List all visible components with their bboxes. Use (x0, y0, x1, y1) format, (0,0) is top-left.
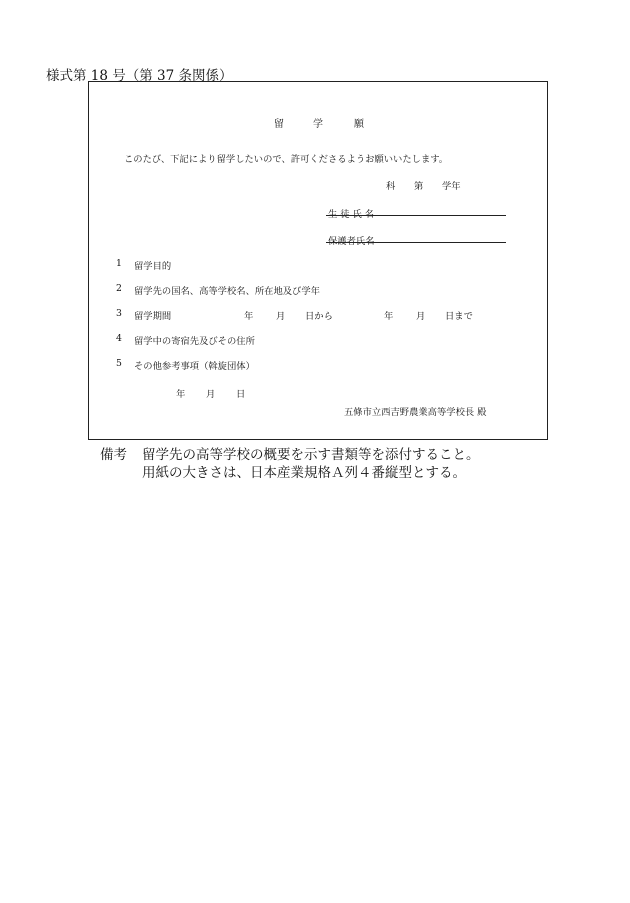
request-sentence: このたび、下記により留学したいので、許可くださるようお願いいたします。 (124, 154, 449, 165)
period-start-year: 年 (244, 311, 254, 322)
date-year: 年 (176, 389, 186, 400)
item-other-notes: その他参考事項（斡旋団体） (134, 361, 255, 372)
item-number: 2 (116, 283, 122, 294)
item-number: 3 (116, 308, 122, 319)
period-start-day: 日から (305, 311, 333, 322)
form-title-char: 学 (313, 119, 323, 130)
date-month: 月 (206, 389, 216, 400)
student-name-label: 生 徒 氏 名 (328, 209, 375, 220)
item-purpose: 留学目的 (134, 261, 172, 272)
guardian-name-label: 保護者氏名 (328, 236, 375, 247)
period-end-year: 年 (384, 311, 394, 322)
student-name-line[interactable] (326, 215, 506, 216)
grade-ordinal-label: 第 (414, 181, 424, 192)
form-title-char: 願 (354, 119, 364, 130)
form-title-char: 留 (274, 119, 284, 130)
remarks-heading: 備考 (100, 447, 127, 463)
item-number: 5 (116, 358, 122, 369)
item-lodging: 留学中の寄宿先及びその住所 (134, 336, 255, 347)
department-label: 科 (386, 181, 396, 192)
item-number: 1 (116, 258, 122, 269)
item-destination: 留学先の国名、高等学校名、所在地及び学年 (134, 286, 320, 297)
item-number: 4 (116, 333, 122, 344)
item-period: 留学期間 (134, 311, 172, 322)
period-end-day: 日まで (445, 311, 473, 322)
period-end-month: 月 (416, 311, 426, 322)
period-start-month: 月 (276, 311, 286, 322)
addressee: 五條市立西吉野農業高等学校長 殿 (344, 407, 487, 418)
remarks-line: 留学先の高等学校の概要を示す書類等を添付すること。 (142, 447, 480, 463)
remarks-line: 用紙の大きさは、日本産業規格Ａ列４番縦型とする。 (142, 465, 466, 481)
form-number: 様式第 18 号（第 37 条関係） (46, 68, 233, 84)
date-day: 日 (236, 389, 246, 400)
grade-label: 学年 (442, 181, 461, 192)
guardian-name-line[interactable] (326, 242, 506, 243)
